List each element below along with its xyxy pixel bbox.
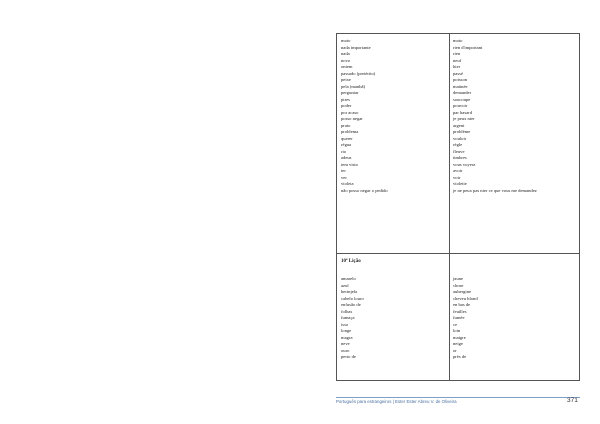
vocab-entry: nada bbox=[341, 51, 350, 56]
vocab-entry: fleuve bbox=[453, 148, 465, 154]
vocab-entry: magra bbox=[341, 334, 353, 340]
vocab-entry: passé bbox=[453, 70, 463, 76]
french-column-bottom bbox=[453, 276, 478, 361]
vocab-table-right bbox=[336, 33, 580, 381]
vocab-entry: vouloir bbox=[453, 135, 467, 141]
vocab-entry: moto bbox=[453, 38, 463, 43]
vocab-entry: régua bbox=[341, 142, 352, 147]
vocab-entry: loin bbox=[453, 328, 461, 333]
footer-rule bbox=[336, 397, 580, 398]
vocab-entry: près de bbox=[453, 354, 467, 359]
vocab-entry: feuilles bbox=[453, 308, 467, 314]
vocab-entry: passado (pretérito) bbox=[341, 70, 376, 76]
portuguese-column-top bbox=[341, 38, 388, 194]
vocab-entry: enfusão de bbox=[341, 302, 361, 307]
vocab-entry: neige bbox=[453, 341, 463, 346]
vocab-entry: je ne peux pas nier ce que vous me demandez bbox=[453, 187, 537, 193]
vocab-entry: règle bbox=[453, 142, 463, 147]
vocab-entry: matinée bbox=[453, 83, 468, 89]
vocab-entry: neve bbox=[341, 341, 350, 346]
vocab-entry: não posso negar o pedido bbox=[341, 187, 388, 193]
vocab-entry: rien d'important bbox=[453, 44, 483, 50]
vocab-entry: pouvoir bbox=[453, 103, 468, 108]
vocab-entry: aubergine bbox=[453, 289, 472, 294]
vocab-entry: prato bbox=[341, 122, 351, 128]
vocab-entry: pela (manhã) bbox=[341, 83, 366, 89]
vocab-entry: problème bbox=[453, 129, 471, 134]
vocab-entry: hier bbox=[453, 64, 461, 69]
vocab-entry: tem visto bbox=[341, 161, 358, 167]
vocab-entry: rien bbox=[453, 51, 461, 56]
vocab-entry: perguntar bbox=[341, 90, 359, 95]
vocab-entry: por acaso bbox=[341, 109, 359, 115]
vocab-entry: maigre bbox=[453, 334, 466, 340]
vocab-entry: nada importante bbox=[341, 44, 371, 50]
vocab-entry: chose bbox=[453, 282, 464, 288]
vocab-entry: perto de bbox=[341, 354, 356, 359]
vocab-entry: ce bbox=[453, 321, 458, 327]
vocab-entry: violeta bbox=[341, 181, 354, 186]
vocab-entry: pires bbox=[341, 96, 350, 102]
vocab-entry: moto bbox=[341, 38, 351, 43]
vocab-entry: or bbox=[453, 347, 457, 353]
vocab-entry: je peux nier bbox=[453, 116, 475, 121]
vocab-entry: ter bbox=[341, 168, 346, 173]
vocab-entry: adeus bbox=[341, 155, 352, 160]
vocab-entry: ontem bbox=[341, 64, 353, 69]
vocab-entry: rio bbox=[341, 148, 347, 154]
vocab-entry: soucoupe bbox=[453, 96, 471, 102]
french-column-top bbox=[453, 38, 537, 194]
vocab-entry: berinjela bbox=[341, 289, 358, 294]
vocab-entry: querer bbox=[341, 135, 353, 141]
vocab-entry: voir bbox=[453, 174, 461, 180]
page-number: 371 bbox=[567, 397, 578, 404]
vocab-entry: neuf bbox=[453, 57, 462, 63]
vocab-entry: argent bbox=[453, 122, 465, 128]
vocab-entry: problema bbox=[341, 129, 359, 134]
vocab-entry: par hasard bbox=[453, 109, 473, 115]
vocab-entry: posso negar bbox=[341, 116, 363, 121]
section-divider bbox=[337, 253, 579, 254]
vocab-entry: timbres bbox=[453, 155, 467, 160]
vocab-entry: ver bbox=[341, 174, 347, 180]
vocab-entry: novo bbox=[341, 57, 351, 63]
vocab-entry: isso bbox=[341, 321, 349, 327]
vocab-entry: peixe bbox=[341, 77, 351, 82]
vocab-entry: fumée bbox=[453, 315, 465, 320]
vocab-entry: jaune bbox=[453, 276, 463, 281]
vocab-entry: longe bbox=[341, 328, 352, 333]
vocab-entry: poisson bbox=[453, 77, 468, 82]
vocab-entry: fumaça bbox=[341, 315, 355, 320]
vocab-entry: azul bbox=[341, 282, 349, 288]
portuguese-column-bottom bbox=[341, 276, 364, 361]
footer-credit: Português para estrangeiros | Ester Ester Abreu V. de Oliveira bbox=[336, 399, 457, 404]
vocab-entry: violette bbox=[453, 181, 467, 186]
lesson-heading: 10ª Lição bbox=[341, 259, 361, 264]
vocab-entry: en bas de bbox=[453, 302, 471, 307]
vocab-entry: demander bbox=[453, 90, 472, 95]
vocab-entry: amarelo bbox=[341, 276, 356, 281]
vocab-entry: avoir bbox=[453, 168, 463, 173]
vocab-entry: cheveu blond bbox=[453, 295, 478, 301]
vocab-entry: vous voyerz bbox=[453, 161, 476, 167]
vocab-entry: folhas bbox=[341, 308, 353, 314]
vocab-entry: cabelo louro bbox=[341, 295, 364, 301]
column-divider bbox=[449, 34, 450, 380]
vocab-entry: ouro bbox=[341, 347, 350, 353]
vocab-entry: poder bbox=[341, 103, 352, 108]
